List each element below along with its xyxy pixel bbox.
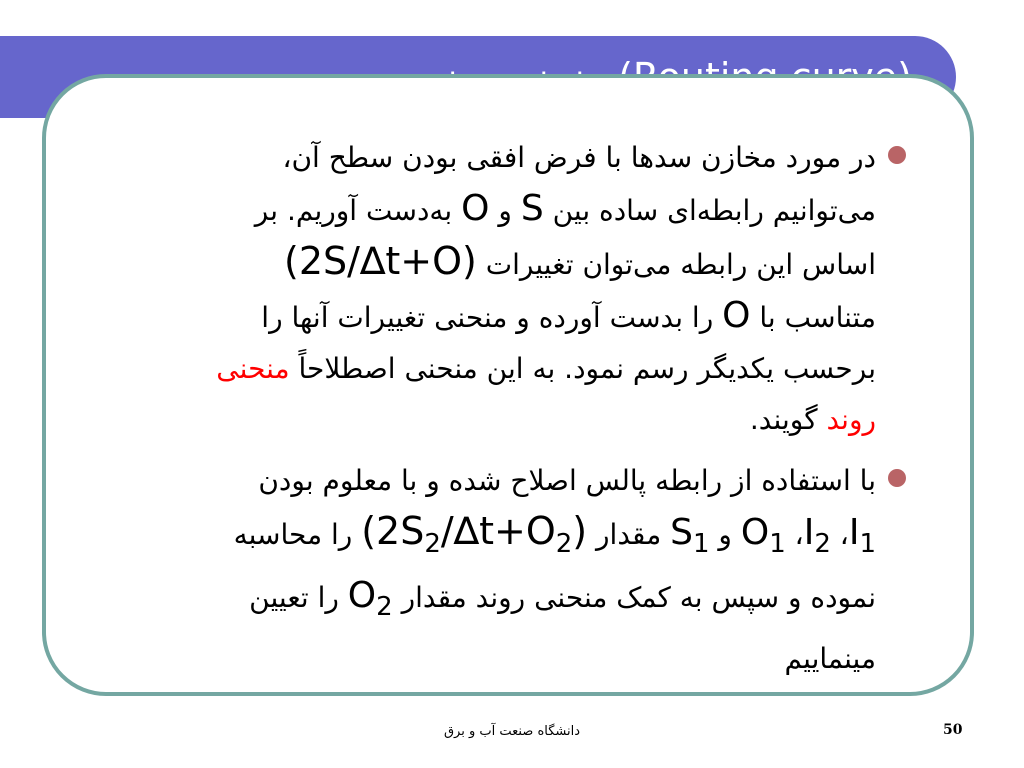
slide-content — [58, 132, 908, 684]
highlight-text: روند — [826, 403, 876, 436]
bullet-1-text: می‌توانیم رابطه‌ای ساده بین — [552, 194, 876, 227]
storage-formula-2: $(2S_2/\Delta t+O_2)$ — [361, 509, 588, 559]
symbol-i1: $I_1$ — [848, 512, 876, 559]
symbol-s1: $S_1$ — [670, 512, 710, 559]
symbol-o: O — [461, 188, 490, 229]
bullet-1-text: گویند. — [749, 403, 818, 436]
bullet-2-line-1: با استفاده از رابطه پالس اصلاح شده و با معلوم بودن — [258, 464, 876, 497]
bullet-dot-icon — [888, 469, 906, 487]
separator: ، — [794, 518, 804, 551]
bullet-1-text: اساس این رابطه می‌توان تغییرات — [485, 248, 876, 281]
bullet-1-text: به‌دست آوریم. بر — [254, 194, 453, 227]
separator: ، — [839, 518, 849, 551]
symbol-o1: $O_1$ — [740, 512, 786, 559]
symbol-o2: $O_2$ — [347, 575, 393, 622]
bullet-item-2 — [58, 455, 908, 684]
symbol-i2: $I_2$ — [803, 512, 831, 559]
bullet-item-1 — [58, 132, 908, 445]
highlight-text: منحنی — [216, 352, 290, 385]
bullet-2-text: را محاسبه — [233, 518, 353, 551]
bullet-2-text: مقدار — [596, 518, 662, 551]
bullet-1-text: و — [498, 194, 512, 227]
bullet-1-text: برحسب یکدیگر رسم نمود. به این منحنی اصطلاحاً — [298, 352, 876, 385]
bullet-1-text: را بدست آورده و منحنی تغییرات آنها را — [261, 301, 714, 334]
symbol-s: S — [520, 188, 544, 229]
symbol-o: O — [722, 295, 751, 336]
bullet-dot-icon — [888, 146, 906, 164]
page-number: 50 — [943, 722, 963, 738]
bullet-1-text: متناسب با — [759, 301, 876, 334]
bullet-2-text: را تعیین — [249, 581, 339, 614]
bullet-1-line-1: در مورد مخازن سدها با فرض افقی بودن سطح آن، — [282, 141, 876, 174]
storage-formula: (2S/∆t+O) — [284, 239, 477, 283]
bullet-2-text: مینماییم — [784, 642, 876, 675]
footer-university: دانشگاه صنعت آب و برق — [443, 724, 581, 739]
bullet-2-text: نموده و سپس به کمک منحنی روند مقدار — [401, 581, 876, 614]
bullet-2-text: و — [718, 518, 732, 551]
